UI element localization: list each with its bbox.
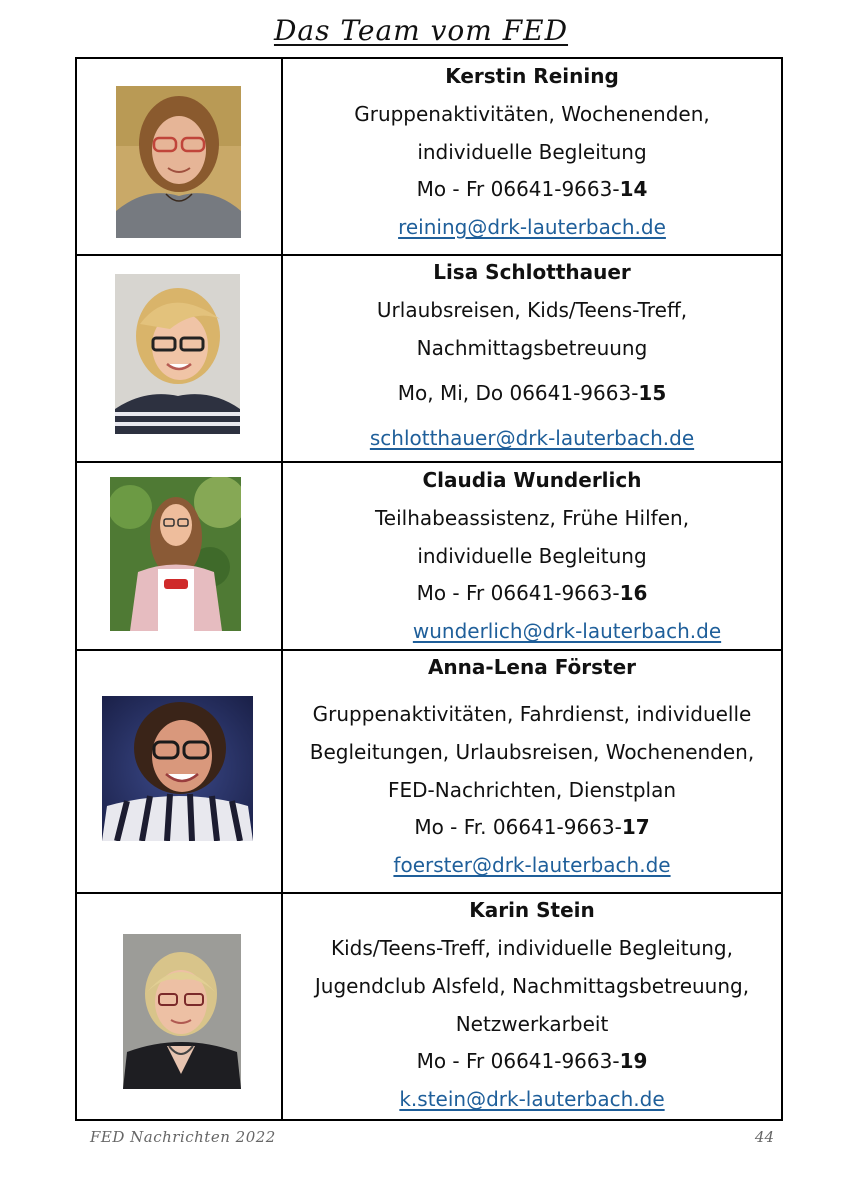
- phone-extension: 17: [621, 815, 650, 839]
- info-cell: [283, 59, 781, 254]
- phone-extension: 16: [619, 581, 648, 605]
- member-duties-line: individuelle Begleitung: [417, 544, 647, 568]
- email-link[interactable]: foerster@drk-lauterbach.de: [393, 853, 671, 877]
- photo-cell: [77, 463, 283, 649]
- member-phone: Mo - Fr 06641-9663-19: [416, 1049, 648, 1073]
- phone-extension: 15: [638, 381, 667, 405]
- member-photo: [123, 934, 241, 1089]
- member-duties-line: FED-Nachrichten, Dienstplan: [387, 778, 677, 802]
- page-title: Das Team vom FED: [273, 14, 569, 47]
- member-phone: Mo - Fr 06641-9663-14: [416, 177, 648, 201]
- info-cell: [283, 651, 781, 892]
- member-row: [77, 649, 781, 892]
- footer-publication: FED Nachrichten 2022: [90, 1128, 276, 1146]
- member-row: [77, 254, 781, 461]
- member-duties-line: Gruppenaktivitäten, Wochenenden,: [354, 102, 710, 126]
- member-duties-line: Netzwerkarbeit: [455, 1012, 609, 1036]
- info-cell: [283, 256, 781, 461]
- member-duties-line: Teilhabeassistenz, Frühe Hilfen,: [374, 506, 690, 530]
- email-link[interactable]: reining@drk-lauterbach.de: [398, 215, 666, 239]
- photo-cell: [77, 894, 283, 1119]
- email-link[interactable]: k.stein@drk-lauterbach.de: [399, 1087, 665, 1111]
- phone-extension: 19: [619, 1049, 648, 1073]
- member-duties-line: Begleitungen, Urlaubsreisen, Wochenenden,: [309, 740, 755, 764]
- member-row: [77, 59, 781, 254]
- member-photo: [110, 477, 241, 631]
- member-photo: [102, 696, 253, 841]
- email-link[interactable]: wunderlich@drk-lauterbach.de: [412, 619, 722, 643]
- member-phone: Mo - Fr 06641-9663-16: [416, 581, 648, 605]
- member-name: Anna-Lena Förster: [427, 655, 637, 679]
- photo-cell: [77, 651, 283, 892]
- member-row: [77, 892, 781, 1119]
- email-link[interactable]: schlotthauer@drk-lauterbach.de: [369, 426, 695, 450]
- member-photo: [116, 86, 241, 238]
- photo-cell: [77, 256, 283, 461]
- member-duties-line: Urlaubsreisen, Kids/Teens-Treff,: [376, 298, 688, 322]
- member-photo: [115, 274, 240, 434]
- member-row: [77, 461, 781, 649]
- team-table: [75, 57, 783, 1121]
- member-duties-line: Nachmittagsbetreuung: [416, 336, 648, 360]
- member-name: Claudia Wunderlich: [422, 468, 642, 492]
- info-cell: [283, 894, 781, 1119]
- member-duties-line: Kids/Teens-Treff, individuelle Begleitung,: [330, 936, 733, 960]
- member-duties-line: Gruppenaktivitäten, Fahrdienst, individuelle: [312, 702, 752, 726]
- info-cell: [283, 463, 781, 649]
- member-name: Karin Stein: [469, 898, 595, 922]
- member-name: Kerstin Reining: [445, 64, 619, 88]
- member-name: Lisa Schlotthauer: [433, 260, 631, 284]
- member-phone: Mo - Fr. 06641-9663-17: [414, 815, 650, 839]
- page-number: 44: [754, 1128, 774, 1146]
- photo-cell: [77, 59, 283, 254]
- phone-extension: 14: [619, 177, 648, 201]
- member-phone: Mo, Mi, Do 06641-9663-15: [397, 381, 667, 405]
- member-duties-line: Jugendclub Alsfeld, Nachmittagsbetreuung,: [314, 974, 750, 998]
- member-duties-line: individuelle Begleitung: [417, 140, 647, 164]
